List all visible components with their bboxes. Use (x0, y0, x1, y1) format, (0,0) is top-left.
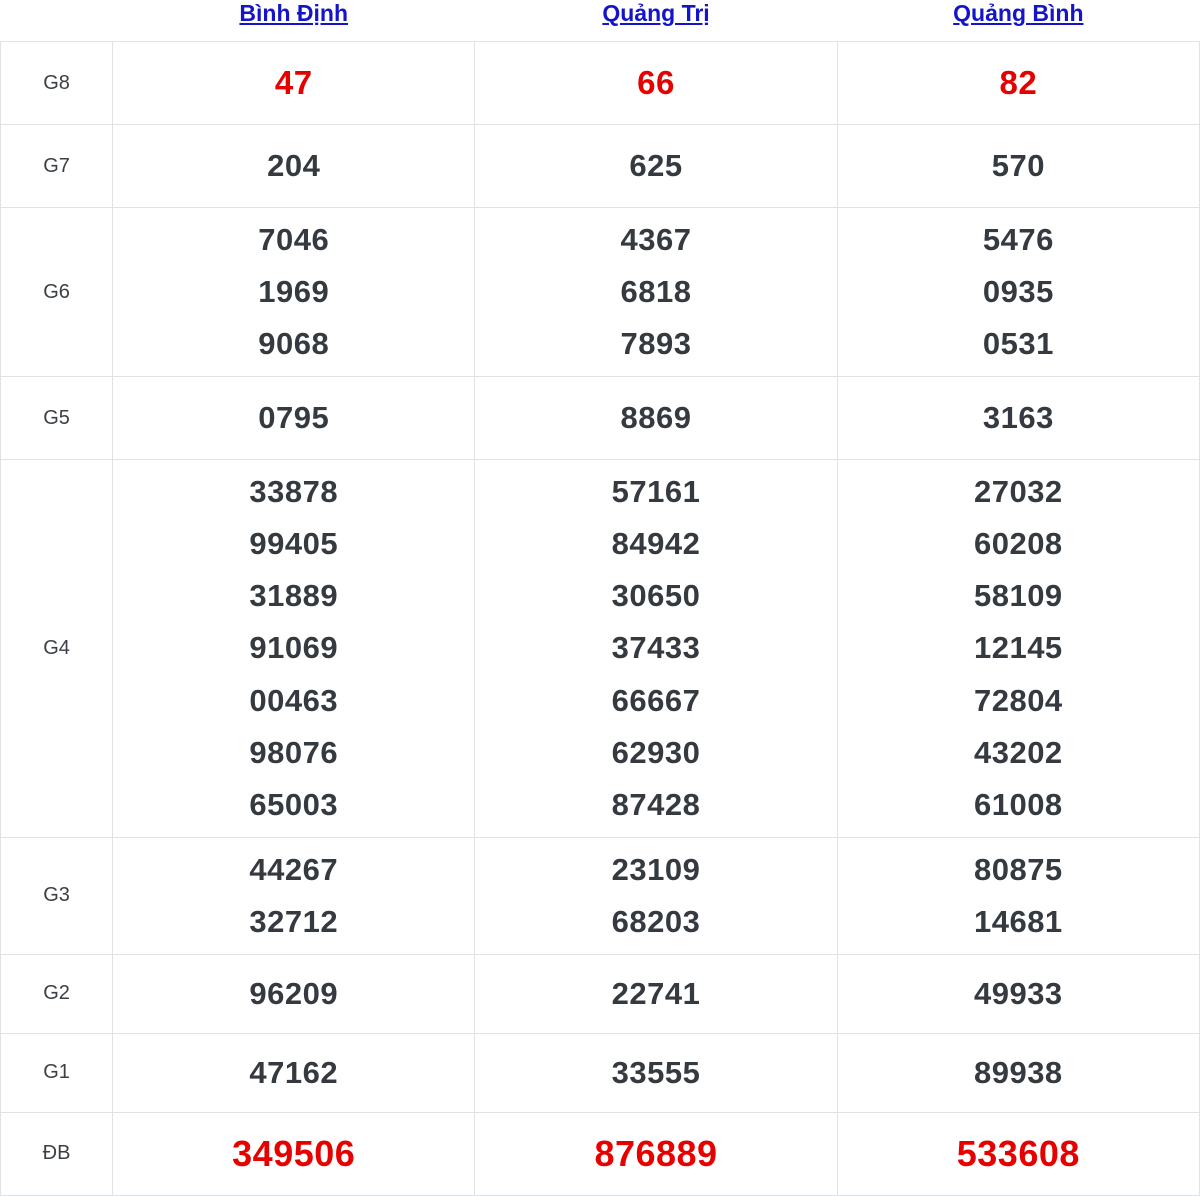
province-header-2 (837, 0, 1199, 42)
table-row (1, 460, 1200, 838)
prize-number: 32712 (249, 903, 339, 939)
prize-cell (837, 460, 1199, 838)
prize-cell (837, 837, 1199, 954)
prize-number: 9068 (258, 326, 330, 362)
prize-number: 3163 (982, 400, 1054, 436)
row-label-g4: G4 (1, 460, 113, 838)
prize-number: 98076 (249, 734, 339, 770)
province-link-binh-dinh[interactable]: Bình Định (239, 0, 349, 26)
prize-cell (475, 1033, 837, 1112)
prize-cell (475, 377, 837, 460)
prize-number: 14681 (973, 903, 1063, 939)
prize-number: 33878 (249, 474, 339, 510)
prize-number: 80875 (973, 851, 1063, 887)
row-label-g2: G2 (1, 954, 113, 1033)
prize-cell (837, 42, 1199, 125)
prize-number: 7046 (258, 222, 330, 257)
prize-number: 30650 (611, 578, 701, 614)
prize-cell (837, 125, 1199, 208)
prize-number: 89938 (973, 1054, 1063, 1090)
prize-cell (475, 954, 837, 1033)
prize-cell (113, 377, 475, 460)
prize-number: 91069 (249, 630, 339, 666)
prize-cell (475, 460, 837, 838)
row-label-g6: G6 (1, 208, 113, 377)
prize-cell (837, 1033, 1199, 1112)
prize-number: 60208 (973, 526, 1063, 562)
prize-number: 43202 (973, 734, 1063, 770)
prize-number: 6818 (620, 274, 692, 310)
prize-number: 96209 (249, 975, 339, 1011)
province-link-quang-tri[interactable]: Quảng Trị (602, 0, 710, 26)
table-row (1, 954, 1200, 1033)
row-label-đb: ĐB (1, 1112, 113, 1195)
prize-number: 84942 (611, 526, 701, 562)
row-label-g7: G7 (1, 125, 113, 208)
prize-cell (837, 377, 1199, 460)
table-row (1, 377, 1200, 460)
prize-number: 37433 (611, 630, 701, 666)
prize-cell (475, 208, 837, 377)
prize-number: 8869 (620, 400, 692, 436)
prize-number: 23109 (611, 851, 701, 887)
table-row (1, 1033, 1200, 1112)
province-link-quang-binh[interactable]: Quảng Bình (953, 0, 1084, 26)
prize-cell (113, 125, 475, 208)
table-header (1, 0, 1200, 42)
prize-number: 0935 (982, 274, 1054, 310)
prize-cell (837, 208, 1199, 377)
table-row (1, 208, 1200, 377)
prize-number: 31889 (249, 578, 339, 614)
prize-cell (475, 42, 837, 125)
table-row (1, 42, 1200, 125)
prize-number: 68203 (611, 903, 701, 939)
table-row (1, 837, 1200, 954)
prize-cell (837, 954, 1199, 1033)
row-label-g3: G3 (1, 837, 113, 954)
corner-cell (1, 0, 113, 42)
prize-number: 72804 (973, 682, 1063, 718)
prize-number: 876889 (594, 1132, 718, 1174)
prize-cell (113, 460, 475, 838)
prize-cell (113, 837, 475, 954)
table-body (1, 42, 1200, 1196)
prize-number: 58109 (973, 578, 1063, 614)
prize-cell (475, 837, 837, 954)
prize-number: 22741 (611, 975, 701, 1011)
prize-number: 533608 (956, 1132, 1080, 1174)
prize-number: 61008 (973, 786, 1063, 822)
row-label-g1: G1 (1, 1033, 113, 1112)
header-row (1, 0, 1200, 42)
province-header-0 (113, 0, 475, 42)
prize-number: 57161 (611, 474, 701, 510)
prize-number: 66 (637, 64, 675, 102)
prize-number: 62930 (611, 734, 701, 770)
prize-number: 47 (274, 64, 313, 102)
prize-number: 66667 (611, 682, 701, 718)
table-row (1, 125, 1200, 208)
prize-cell (113, 1033, 475, 1112)
row-label-g5: G5 (1, 377, 113, 460)
prize-cell (113, 954, 475, 1033)
prize-number: 5476 (982, 222, 1054, 257)
prize-number: 44267 (249, 851, 339, 887)
prize-number: 12145 (973, 630, 1063, 666)
prize-number: 47162 (249, 1054, 339, 1090)
province-header-1 (475, 0, 837, 42)
prize-number: 570 (991, 147, 1045, 183)
prize-number: 65003 (249, 786, 339, 822)
row-label-g8: G8 (1, 42, 113, 125)
prize-number: 1969 (258, 274, 330, 310)
prize-number: 204 (267, 147, 321, 183)
prize-number: 87428 (611, 786, 701, 822)
prize-number: 625 (629, 147, 683, 183)
prize-number: 49933 (973, 975, 1063, 1011)
prize-number: 4367 (620, 222, 692, 257)
prize-number: 27032 (973, 474, 1063, 510)
prize-number: 99405 (249, 526, 339, 562)
prize-number: 33555 (611, 1054, 701, 1090)
prize-number: 349506 (232, 1132, 356, 1174)
prize-cell (113, 208, 475, 377)
prize-number: 7893 (620, 326, 692, 362)
prize-cell (113, 42, 475, 125)
prize-cell (475, 125, 837, 208)
prize-number: 0531 (982, 326, 1054, 362)
prize-number: 00463 (249, 682, 339, 718)
prize-number: 0795 (258, 400, 330, 436)
prize-number: 82 (999, 64, 1038, 102)
